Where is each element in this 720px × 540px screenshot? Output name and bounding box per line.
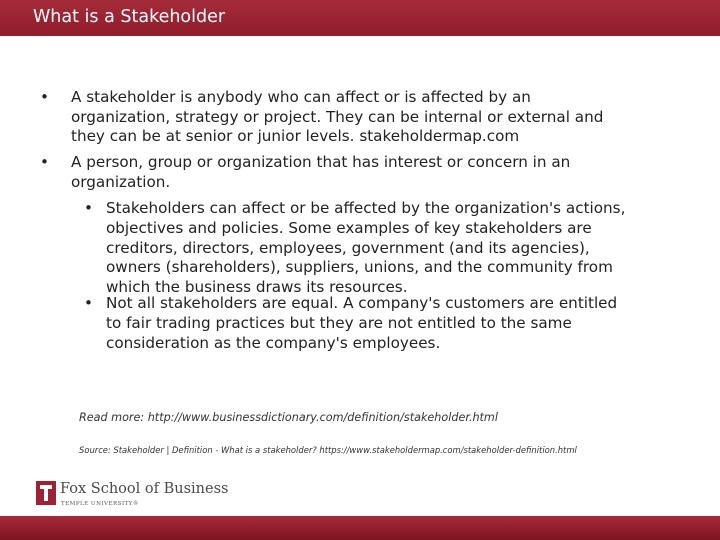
sub-bullet-line: Not all stakeholders are equal. A company's customers are entitled bbox=[106, 294, 618, 312]
sub-bullet-line: owners (shareholders), suppliers, unions, and the community from bbox=[106, 258, 613, 277]
bullet-line: organization, strategy or project. They can be internal or external and bbox=[71, 107, 604, 126]
logo-subtitle: TEMPLE UNIVERSITY® bbox=[61, 501, 139, 507]
bullet-line: organization. bbox=[71, 172, 171, 191]
temple-t-icon bbox=[36, 481, 56, 505]
sub-bullet-line: consideration as the company's employees. bbox=[106, 333, 441, 352]
bullet-marker: • bbox=[40, 88, 49, 106]
sub-bullet-line: to fair trading practices but they are not entitled to the same bbox=[106, 313, 572, 332]
bullet-item-person-group bbox=[71, 153, 570, 192]
sub-bullet-line: which the business draws its resources. bbox=[106, 278, 408, 297]
bullet-line: they can be at senior or junior levels. stakeholdermap.com bbox=[71, 127, 520, 145]
fox-school-logo bbox=[36, 481, 229, 509]
sub-bullet-line: creditors, directors, employees, government (and its agencies), bbox=[106, 238, 590, 257]
sub-bullet-line: objectives and policies. Some examples of key stakeholders are bbox=[106, 218, 592, 237]
title-bar bbox=[0, 0, 720, 36]
sub-bullet-item-not-equal bbox=[106, 294, 617, 353]
footer-bar bbox=[0, 516, 720, 540]
sub-bullet-item-affect bbox=[106, 199, 625, 298]
source-citation: Source: Stakeholder | Definition - What is a stakeholder? https://www.stakeholdermap.com/stakeholder-definition.html bbox=[79, 445, 577, 455]
bullet-marker: • bbox=[40, 153, 49, 171]
sub-bullet-marker: • bbox=[84, 199, 93, 217]
bullet-item-stakeholder-definition bbox=[71, 88, 603, 147]
read-more-text: Read more: http://www.businessdictionary.com/definition/stakeholder.html bbox=[79, 411, 498, 424]
bullet-line: A person, group or organization that has interest or concern in an bbox=[71, 153, 571, 171]
slide-title: What is a Stakeholder bbox=[33, 7, 226, 27]
sub-bullet-line: Stakeholders can affect or be affected by the organization's actions, bbox=[106, 199, 626, 217]
logo-name: Fox School of Business bbox=[60, 481, 229, 497]
sub-bullet-marker: • bbox=[84, 294, 93, 312]
bullet-line: A stakeholder is anybody who can affect or is affected by an bbox=[71, 88, 531, 106]
